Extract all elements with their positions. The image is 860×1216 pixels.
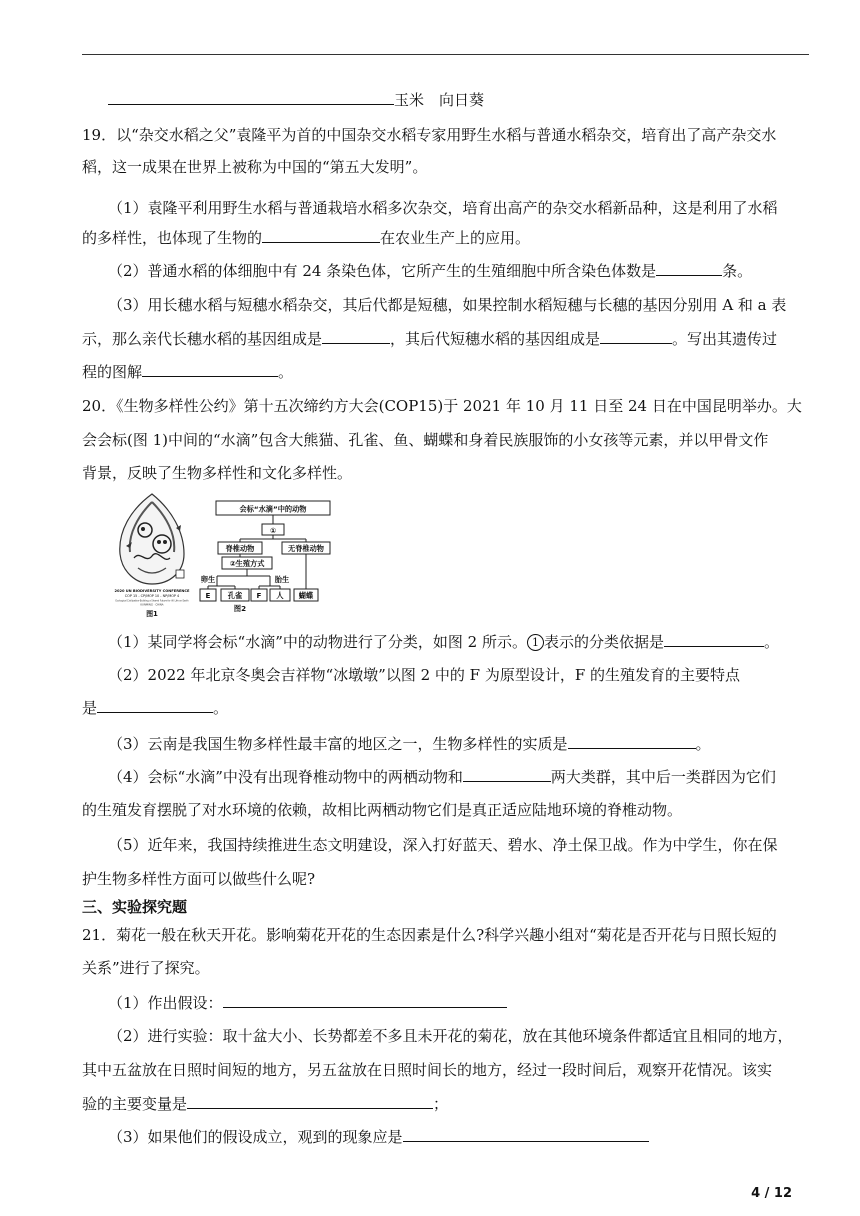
header-rule xyxy=(82,54,809,55)
answer-blank xyxy=(463,767,551,782)
q21-part2-line-1: （2）进行实验：取十盆大小、长势都差不多且未开花的菊花，放在其他环境条件都适宜且相同的地方， xyxy=(108,1027,793,1045)
logo-text-line: 2020 UN BIODIVERSITY CONFERENCE xyxy=(114,589,190,593)
text: 。 xyxy=(278,363,294,381)
text: ； xyxy=(433,1095,449,1113)
text: 程的图解 xyxy=(82,363,143,381)
answer-blank xyxy=(600,329,672,344)
q20-part2-line-1: （2）2022 年北京冬奥会吉祥物“冰墩墩”以图 2 中的 F 为原型设计，F 的生殖发育的主要特点 xyxy=(108,666,741,684)
text: 是 xyxy=(82,699,98,717)
text: ，其后代短穗水稻的基因组成是 xyxy=(390,330,601,348)
answer-blank xyxy=(223,993,507,1008)
q19-stem-line-2: 稻，这一成果在世界上被称为中国的“第五大发明”。 xyxy=(82,158,428,176)
q19-part3-line-3 xyxy=(82,362,809,382)
q20-figure xyxy=(112,488,340,620)
q20-stem-line-2: 会会标(图 1)中间的“水滴”包含大熊猫、孔雀、鱼、蝴蝶和身着民族服饰的小女孩等元素，并以甲骨文作 xyxy=(82,431,769,449)
answer-text: 玉米 向日葵 xyxy=(394,91,485,109)
text: 表示的分类依据是 xyxy=(543,633,664,651)
q21-stem-line-2: 关系”进行了探究。 xyxy=(82,959,210,977)
q20-part1 xyxy=(108,632,809,652)
text: （4）会标“水滴”中没有出现脊椎动物中的两栖动物和 xyxy=(108,768,463,786)
text: （2）普通水稻的体细胞中有 24 条染色体，它所产生的生殖细胞中所含染色体数是 xyxy=(108,262,657,280)
fig2-caption: 图2 xyxy=(233,604,247,613)
q19-part1-line-2 xyxy=(82,228,809,248)
q19-part3-line-2 xyxy=(82,329,809,349)
figure-title: 会标“水滴”中的动物 xyxy=(239,504,307,514)
text: 条。 xyxy=(722,262,753,280)
leaf-butterfly: 蝴蝶 xyxy=(298,591,314,600)
text: （1）作出假设： xyxy=(108,994,223,1012)
q20-stem-line-1: 20．《生物多样性公约》第十五次缔约方大会(COP15)于 2021 年 10 月 11 日至 24 日在中国昆明举办。大 xyxy=(82,397,802,415)
answer-blank xyxy=(664,632,764,647)
q19-part1-line-1: （1）袁隆平利用野生水稻与普通栽培水稻多次杂交，培育出高产的杂交水稻新品种，这是利用了水稻 xyxy=(108,199,778,217)
previous-answer-line xyxy=(108,90,809,110)
q20-part2-line-2 xyxy=(82,698,809,718)
q21-stem-line-1: 21．菊花一般在秋天开花。影响菊花开花的生态因素是什么?科学兴趣小组对“菊花是否开花与日照长短的 xyxy=(82,926,777,944)
leaf-f: F xyxy=(256,591,262,600)
invertebrate-label: 无脊椎动物 xyxy=(288,544,324,553)
viviparous-label: 胎生 xyxy=(274,575,290,584)
cop15-logo-image xyxy=(114,494,190,618)
q21-part2-line-3 xyxy=(82,1094,809,1114)
logo-text-line: Ecological Civilization-Building a Shared Future for All Life on Earth xyxy=(115,599,189,603)
answer-blank xyxy=(262,228,380,243)
page-number: 4 / 12 xyxy=(751,1186,792,1201)
answer-blank xyxy=(108,90,394,105)
answer-blank xyxy=(568,734,696,749)
fig1-caption: 图1 xyxy=(146,610,158,618)
node-1-label: ① xyxy=(269,526,277,535)
text: 两大类群，其中后一类群因为它们 xyxy=(550,768,776,786)
text: 验的主要变量是 xyxy=(82,1095,188,1113)
answer-blank xyxy=(187,1094,433,1109)
text: 。写出其遗传过 xyxy=(672,330,778,348)
q19-part2 xyxy=(108,261,809,281)
circled-number: 1 xyxy=(527,634,544,651)
q20-part4-line-2: 的生殖发育摆脱了对水环境的依赖，故相比两栖动物它们是真正适应陆地环境的脊椎动物。 xyxy=(82,801,683,819)
text: 。 xyxy=(763,633,779,651)
answer-blank xyxy=(97,698,213,713)
q21-part2-line-2: 其中五盆放在日照时间短的地方，另五盆放在日照时间长的地方，经过一段时间后，观察开花情况。该实 xyxy=(82,1061,773,1079)
leaf-e: E xyxy=(205,591,211,600)
q19-stem-line-1: 19．以“杂交水稻之父”袁隆平为首的中国杂交水稻专家用野生水稻与普通水稻杂交，培育出了高产杂交水 xyxy=(82,126,777,144)
leaf-human: 人 xyxy=(276,591,284,600)
section-title: 三、实验探究题 xyxy=(82,898,188,916)
text: 的多样性，也体现了生物的 xyxy=(82,229,263,247)
logo-text-line: KUNMING · CHINA xyxy=(140,603,164,607)
text: （1）某同学将会标“水滴”中的动物进行了分类，如图 2 所示。 xyxy=(108,633,527,651)
q20-stem-line-3: 背景，反映了生物多样性和文化多样性。 xyxy=(82,464,353,482)
answer-blank xyxy=(403,1127,649,1142)
text: （3）如果他们的假设成立，观到的现象应是 xyxy=(108,1128,403,1146)
q19-part3-line-1: （3）用长穗水稻与短穗水稻杂交，其后代都是短穗，如果控制水稻短穗与长穗的基因分别用 A 和 a 表 xyxy=(108,296,787,314)
answer-blank xyxy=(322,329,390,344)
q20-part5-line-1: （5）近年来，我国持续推进生态文明建设，深入打好蓝天、碧水、净土保卫战。作为中学生，你在保 xyxy=(108,836,778,854)
q20-part5-line-2: 护生物多样性方面可以做些什么呢? xyxy=(82,870,316,888)
text: 。 xyxy=(695,735,711,753)
answer-blank xyxy=(656,261,722,276)
q20-part4-line-1 xyxy=(108,767,809,787)
vertebrate-label: 脊椎动物 xyxy=(225,544,255,553)
logo-text-line: COP 15 - CP/MOP 10 - NP/MOP 4 xyxy=(124,594,180,598)
oviparous-label: 卵生 xyxy=(200,575,216,584)
q20-part3 xyxy=(108,734,809,754)
text: 在农业生产上的应用。 xyxy=(380,229,531,247)
node-2-label: ②生殖方式 xyxy=(229,559,265,568)
q21-part3 xyxy=(108,1127,809,1147)
q21-part1 xyxy=(108,993,809,1013)
text: （3）云南是我国生物多样性最丰富的地区之一，生物多样性的实质是 xyxy=(108,735,568,753)
text: 示，那么亲代长穗水稻的基因组成是 xyxy=(82,330,323,348)
answer-blank xyxy=(142,362,278,377)
text: 。 xyxy=(213,699,229,717)
leaf-peacock: 孔雀 xyxy=(227,591,243,600)
